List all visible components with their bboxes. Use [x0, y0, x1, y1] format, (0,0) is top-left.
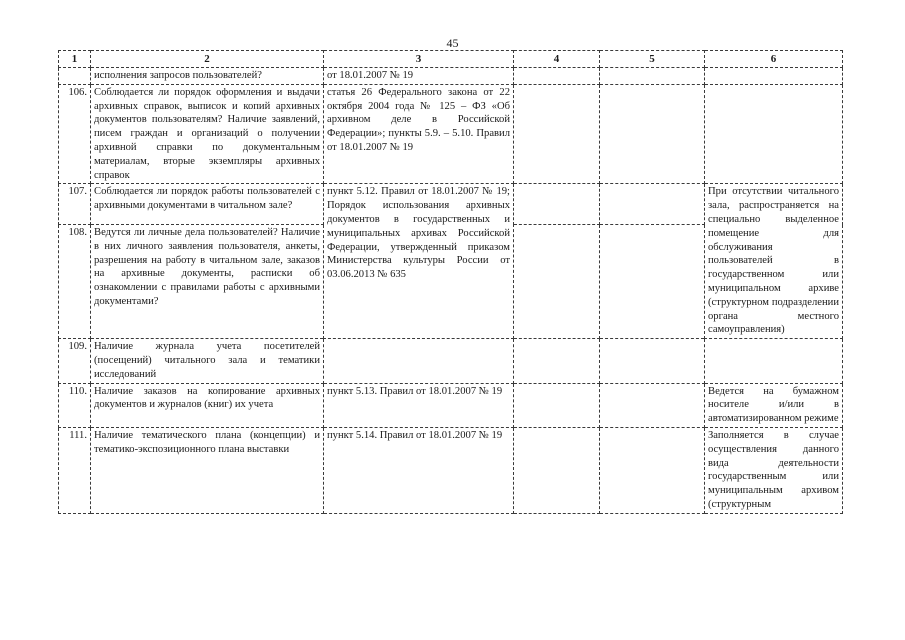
column-header: 5	[600, 51, 705, 68]
row-cell-col4	[514, 184, 600, 225]
row-cell-col5	[600, 427, 705, 513]
table-header-row	[59, 51, 843, 68]
row-cell-col5	[600, 383, 705, 427]
row-number: 111.	[59, 427, 91, 513]
row-cell-col4	[514, 225, 600, 339]
row-cell-col5	[600, 184, 705, 225]
row-cell-col5	[600, 84, 705, 184]
row-cell-col4	[514, 339, 600, 383]
row-legal-basis: пункт 5.14. Правил от 18.01.2007 № 19	[324, 427, 514, 513]
column-header: 4	[514, 51, 600, 68]
row-number: 106.	[59, 84, 91, 184]
row-legal-basis: пункт 5.12. Правил от 18.01.2007 № 19; Порядок использования архивных документов в государственных и муниципальных архивах Российской Федерации, утвержденный приказом Министерства культуры России от 03.06.2013 № 635	[324, 184, 514, 339]
row-cell-col5	[600, 225, 705, 339]
row-cell-col4	[514, 383, 600, 427]
table-row	[59, 68, 843, 85]
row-number: 108.	[59, 225, 91, 339]
column-header: 6	[705, 51, 843, 68]
row-question: Ведутся ли личные дела пользователей? Наличие в них личного заявления пользователя, анкеты, разрешения на работу в читальном зале, заказов на архивные документы, расписки об ознакомлении с правилами работы с архивными документами?	[91, 225, 324, 339]
row-cell-col4	[514, 68, 600, 85]
row-question: исполнения запросов пользователей?	[91, 68, 324, 85]
row-question: Соблюдается ли порядок оформления и выдачи архивных справок, выписок и копий архивных документов пользователям? Наличие заявлений, писем граждан и организаций о получении архивной справки по документальным материалам, вторые экземпляры архивных справок	[91, 84, 324, 184]
table-row	[59, 427, 843, 513]
row-question: Наличие заказов на копирование архивных документов и журналов (книг) их учета	[91, 383, 324, 427]
row-legal-basis: от 18.01.2007 № 19	[324, 68, 514, 85]
row-legal-basis	[324, 339, 514, 383]
page-number: 45	[446, 36, 459, 50]
row-note	[705, 339, 843, 383]
table-row	[59, 184, 843, 225]
row-cell-col5	[600, 68, 705, 85]
row-note	[705, 84, 843, 184]
row-cell-col4	[514, 427, 600, 513]
table-row	[59, 383, 843, 427]
row-number: 107.	[59, 184, 91, 225]
column-header: 2	[91, 51, 324, 68]
row-cell-col5	[600, 339, 705, 383]
row-number: 109.	[59, 339, 91, 383]
row-number: 110.	[59, 383, 91, 427]
row-question: Наличие журнала учета посетителей (посещений) читального зала и тематики исследований	[91, 339, 324, 383]
row-question: Соблюдается ли порядок работы пользователей с архивными документами в читальном зале?	[91, 184, 324, 225]
table-row	[59, 339, 843, 383]
row-note: Заполняется в случае осуществления данного вида деятельности государственным или муниципальным архивом (структурным	[705, 427, 843, 513]
row-cell-col4	[514, 84, 600, 184]
row-note	[705, 68, 843, 85]
row-number	[59, 68, 91, 85]
column-header: 1	[59, 51, 91, 68]
row-legal-basis: пункт 5.13. Правил от 18.01.2007 № 19	[324, 383, 514, 427]
row-note: Ведется на бумажном носителе и/или в автоматизированном режиме	[705, 383, 843, 427]
row-legal-basis: статья 26 Федерального закона от 22 октября 2004 года № 125 – ФЗ «Об архивном деле в Российской Федерации»; пункты 5.9. – 5.10. Правил от 18.01.2007 № 19	[324, 84, 514, 184]
table-row	[59, 84, 843, 184]
checklist-table	[58, 50, 843, 514]
column-header: 3	[324, 51, 514, 68]
row-note: При отсутствии читального зала, распространяется на специально выделенное помещение для обслуживания пользователей в государственном или муниципальном архиве (структурном подразделении органа местного самоуправления)	[705, 184, 843, 339]
row-question: Наличие тематического плана (концепции) и тематико-экспозиционного плана выставки	[91, 427, 324, 513]
